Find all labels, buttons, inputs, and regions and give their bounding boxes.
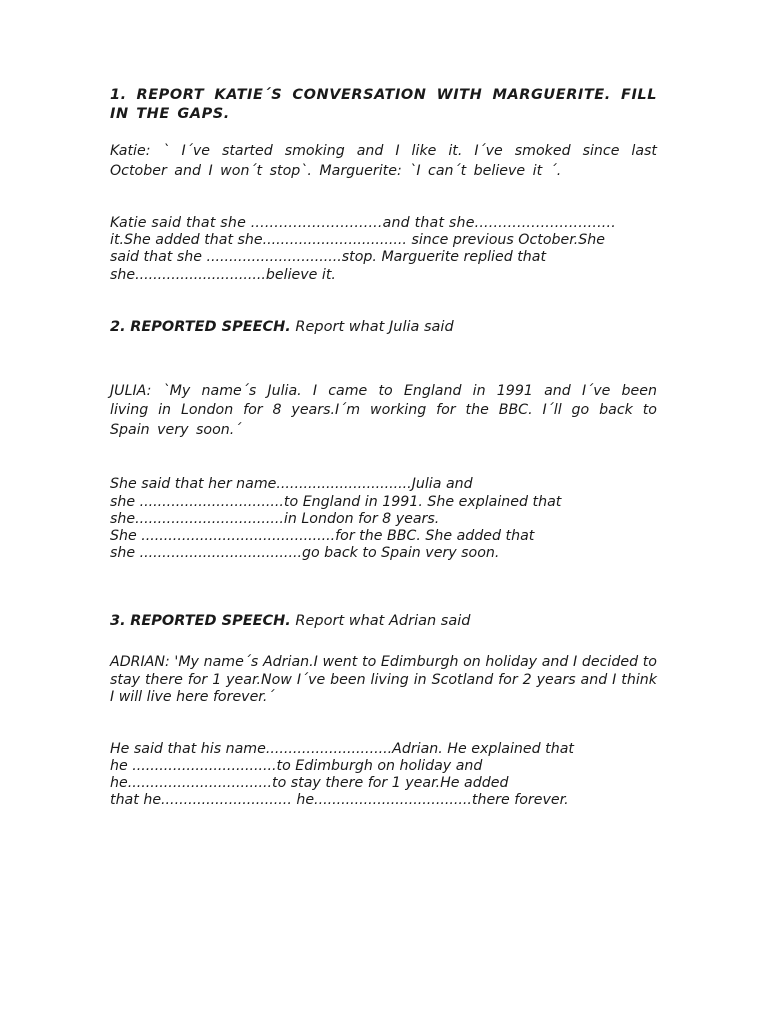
section-1-line-4: she.............................believe it. [110, 266, 336, 283]
section-1-line-3: said that she ..............................stop. Marguerite replied that [110, 249, 547, 266]
section-2-quote: JULIA: `My name´s Julia. I came to England in 1991 and I´ve been living in London for 8 years.I´m working for the BBC. I´ll go back to Spain very soon.´ [110, 382, 657, 438]
section-1-line-2: it.She added that she................................ since previous October.She [110, 232, 606, 249]
section-3-line-3: he................................to stay there for 1 year.He added [110, 775, 509, 792]
section-3-title: REPORTED SPEECH. [130, 613, 291, 630]
section-2-line-4: She ...........................................for the BBC. She added that [110, 527, 535, 544]
section-3-line-1: He said that his name............................Adrian. He explained that [110, 740, 574, 757]
section-2-line-1: She said that her name..............................Julia and [110, 476, 473, 493]
section-2-subtitle: Report what Julia said [295, 318, 454, 335]
section-3-line-4: that he............................. he...................................there forever. [110, 792, 569, 809]
section-2-number: 2. [110, 318, 126, 335]
section-2-line-2: she ................................to England in 1991. She explained that [110, 493, 562, 510]
section-2-line-3: she.................................in London for 8 years. [110, 510, 440, 527]
section-3-number: 3. [110, 613, 126, 630]
section-1-line-1: Katie said that she ............................and that she.............................. [110, 215, 616, 231]
section-1-heading [110, 86, 657, 124]
section-3-subtitle: Report what Adrian said [295, 613, 471, 630]
section-3-gap-text [110, 741, 657, 810]
section-3-quote: ADRIAN: 'My name´s Adrian.I went to Edimburgh on holiday and I decided to stay there for 1 year.Now I´ve been living in Scotland for 2 years and I think I will live here forever.´ [110, 654, 657, 706]
section-1-quote: Katie: ` I´ve started smoking and I like it. I´ve smoked since last October and I won´t stop`. Marguerite: `I can´t believe it ´. [110, 143, 657, 179]
section-3-line-2: he ................................to Edimburgh on holiday and [110, 758, 483, 775]
worksheet [110, 86, 657, 810]
section-2-heading [110, 318, 657, 337]
section-1-title: REPORT KATIE´S CONVERSATION WITH MARGUERITE. FILL IN THE GAPS. [110, 87, 657, 122]
section-3-heading [110, 612, 657, 631]
section-1-gap-text [110, 215, 657, 284]
section-1-number: 1. [110, 87, 127, 103]
section-2-line-5: she ....................................go back to Spain very soon. [110, 545, 500, 562]
section-2-gap-text [110, 476, 657, 562]
section-2-title: REPORTED SPEECH. [130, 318, 291, 335]
